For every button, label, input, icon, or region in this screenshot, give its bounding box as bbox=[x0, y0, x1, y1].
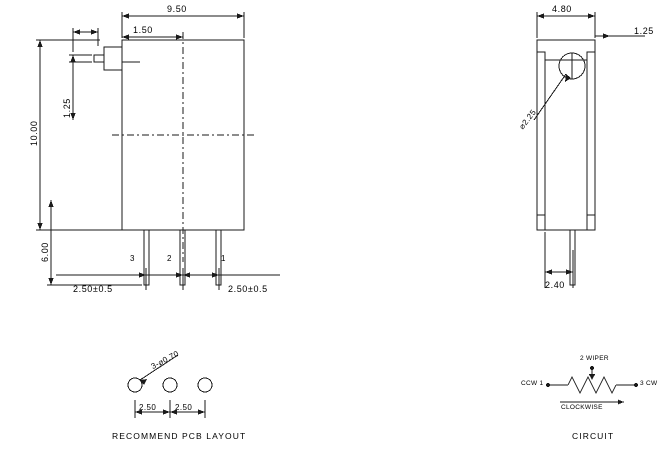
pin-number-2: 2 bbox=[167, 254, 172, 263]
pcb-dim-label-left: 2.50 bbox=[139, 403, 157, 412]
dim-label-pitch-left: 2.50±0.5 bbox=[73, 284, 113, 294]
pcb-caption: RECOMMEND PCB LAYOUT bbox=[112, 431, 247, 441]
dim-label-pin-600: 6.00 bbox=[40, 242, 50, 262]
dim-label-screw-diameter: ⌀2.25 bbox=[517, 107, 539, 131]
circuit-label-direction: CLOCKWISE bbox=[561, 404, 603, 411]
pcb-hole-note: 3-⌀0.70 bbox=[149, 348, 181, 372]
dim-notch-125 bbox=[69, 55, 92, 120]
pcb-dim-label-right: 2.50 bbox=[175, 403, 193, 412]
dim-label-side-240: 2.40 bbox=[545, 280, 565, 290]
dim-label-pitch-right: 2.50±0.5 bbox=[228, 284, 268, 294]
dim-pin-600 bbox=[47, 200, 142, 285]
circuit-caption: CIRCUIT bbox=[572, 431, 615, 441]
circuit-label-cw: 3 CW bbox=[640, 380, 658, 387]
dim-label-side-480: 4.80 bbox=[552, 4, 572, 14]
dim-label-height-1000: 10.00 bbox=[29, 120, 39, 146]
dim-notch-150 bbox=[122, 34, 183, 39]
dim-height-1000 bbox=[36, 40, 142, 230]
circuit-label-ccw: CCW 1 bbox=[521, 380, 544, 387]
pin-number-3: 3 bbox=[130, 254, 135, 263]
dim-label-side-125: 1.25 bbox=[634, 26, 654, 36]
circuit-schematic bbox=[546, 366, 637, 404]
dim-label-notch-150: 1.50 bbox=[133, 25, 153, 35]
dim-label-notch-125: 1.25 bbox=[62, 98, 72, 118]
circuit-label-wiper: 2 WIPER bbox=[580, 355, 609, 362]
side-screw bbox=[559, 53, 585, 79]
side-body-outline bbox=[537, 40, 595, 230]
dim-label-width-950: 9.50 bbox=[167, 4, 187, 14]
pin-number-1: 1 bbox=[221, 254, 226, 263]
dim-side-480 bbox=[537, 12, 595, 38]
dim-screw-diameter bbox=[534, 74, 571, 120]
